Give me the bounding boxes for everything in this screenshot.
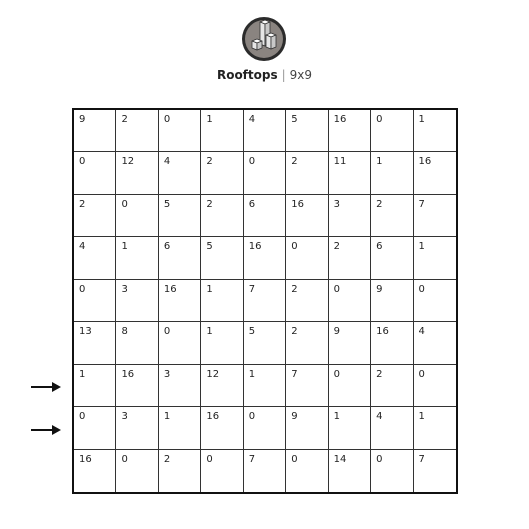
grid-cell[interactable] [201, 450, 243, 492]
cell-clue: 0 [121, 198, 128, 210]
grid-cell[interactable] [244, 110, 286, 152]
cell-clue: 3 [121, 283, 128, 295]
grid-cell[interactable] [414, 152, 456, 194]
rooftops-logo-icon [241, 16, 287, 62]
grid-cell[interactable] [286, 322, 328, 364]
cell-clue: 0 [79, 283, 86, 295]
cell-clue: 1 [206, 114, 213, 125]
cell-clue: 4 [376, 411, 383, 423]
cell-clue: 1 [79, 368, 86, 380]
puzzle-title [0, 66, 529, 84]
cell-clue: 0 [376, 453, 383, 465]
cell-clue: 9 [79, 114, 86, 125]
grid-cell[interactable] [371, 450, 413, 492]
cell-clue: 5 [206, 241, 213, 253]
cell-clue: 0 [418, 368, 425, 380]
grid-cell[interactable] [286, 152, 328, 194]
grid-cell[interactable] [286, 110, 328, 152]
cell-clue: 1 [418, 241, 425, 253]
grid-cell[interactable] [201, 195, 243, 237]
cell-clue: 1 [333, 411, 341, 423]
grid-cell[interactable] [414, 407, 456, 449]
grid-cell[interactable] [286, 450, 328, 492]
grid-cell[interactable] [286, 237, 328, 279]
cell-clue: 1 [121, 241, 128, 253]
cell-clue: 0 [418, 283, 425, 295]
grid-cell[interactable] [329, 152, 371, 194]
grid-cell[interactable] [116, 322, 158, 364]
cell-clue: 16 [291, 198, 304, 210]
cell-clue: 2 [206, 156, 213, 168]
cell-clue: 4 [248, 114, 256, 125]
grid-cell[interactable] [244, 450, 286, 492]
cell-clue: 5 [291, 114, 298, 125]
cell-clue: 2 [376, 198, 383, 210]
cell-clue: 0 [163, 326, 171, 338]
grid-cell[interactable] [286, 195, 328, 237]
grid-cell[interactable] [201, 407, 243, 449]
grid-cell[interactable] [201, 322, 243, 364]
grid-cell[interactable] [414, 322, 456, 364]
grid-cell[interactable] [116, 407, 158, 449]
grid-cell[interactable] [116, 365, 158, 407]
cell-clue: 2 [163, 453, 171, 465]
cell-clue: 3 [333, 198, 341, 210]
grid-cell[interactable] [414, 365, 456, 407]
cell-clue: 2 [79, 198, 86, 210]
cell-clue: 0 [79, 156, 86, 168]
cell-clue: 1 [376, 156, 383, 168]
cell-clue: 6 [376, 241, 383, 253]
cell-clue: 6 [248, 198, 256, 210]
cell-clue: 2 [376, 368, 383, 380]
grid-cell[interactable] [116, 110, 158, 152]
cell-clue: 1 [163, 411, 171, 423]
grid-cell[interactable] [74, 322, 116, 364]
cell-clue: 16 [248, 241, 262, 253]
grid-cell[interactable] [371, 195, 413, 237]
cell-clue: 6 [163, 241, 171, 253]
grid-cell[interactable] [329, 110, 371, 152]
grid-cell[interactable] [371, 407, 413, 449]
grid-cell[interactable] [74, 195, 116, 237]
grid-cell[interactable] [74, 237, 116, 279]
cell-clue: 13 [79, 326, 92, 338]
cell-clue: 5 [163, 198, 171, 210]
grid-cell[interactable] [201, 365, 243, 407]
grid-cell[interactable] [329, 450, 371, 492]
grid-cell[interactable] [244, 280, 286, 322]
cell-clue: 5 [248, 326, 256, 338]
cell-clue: 2 [291, 156, 298, 168]
cell-clue: 0 [376, 114, 383, 125]
cell-clue: 0 [291, 453, 298, 465]
cell-clue: 16 [418, 156, 432, 168]
cell-clue: 16 [333, 114, 347, 125]
grid-cell[interactable] [414, 450, 456, 492]
cell-clue: 3 [163, 368, 171, 380]
cell-clue: 2 [121, 114, 128, 125]
grid-cell[interactable] [414, 280, 456, 322]
puzzle-grid [72, 108, 458, 494]
grid-cell[interactable] [414, 195, 456, 237]
grid-cell[interactable] [244, 322, 286, 364]
cell-clue: 12 [206, 368, 220, 380]
grid-cell[interactable] [159, 195, 201, 237]
grid-cell[interactable] [116, 450, 158, 492]
grid-cell[interactable] [244, 365, 286, 407]
cell-clue: 9 [376, 283, 383, 295]
cell-clue: 16 [376, 326, 389, 338]
cell-clue: 7 [418, 198, 425, 210]
grid-cell[interactable] [201, 152, 243, 194]
cell-clue: 7 [248, 283, 256, 295]
grid-cell[interactable] [244, 195, 286, 237]
cell-clue: 2 [206, 198, 213, 210]
grid-cell[interactable] [159, 152, 201, 194]
grid-cell[interactable] [201, 110, 243, 152]
cell-clue: 7 [418, 453, 425, 465]
cell-clue: 4 [418, 326, 425, 338]
grid-cell[interactable] [201, 280, 243, 322]
grid-cell[interactable] [286, 407, 328, 449]
cell-clue: 0 [291, 241, 298, 253]
cell-clue: 1 [248, 368, 256, 380]
grid-cell[interactable] [159, 407, 201, 449]
cell-clue: 0 [333, 368, 341, 380]
grid-cell[interactable] [414, 237, 456, 279]
grid-cell[interactable] [244, 237, 286, 279]
grid-cell[interactable] [329, 365, 371, 407]
grid-cell[interactable] [371, 152, 413, 194]
grid-cell[interactable] [286, 365, 328, 407]
grid-cell[interactable] [371, 110, 413, 152]
cell-clue: 7 [291, 368, 298, 380]
cell-clue: 0 [333, 283, 341, 295]
cell-clue: 0 [248, 411, 256, 423]
grid-cell[interactable] [159, 280, 201, 322]
cell-clue: 1 [418, 114, 425, 125]
cell-clue: 16 [206, 411, 220, 423]
cell-clue: 2 [291, 283, 298, 295]
cell-clue: 11 [333, 156, 347, 168]
grid-cell[interactable] [116, 152, 158, 194]
cell-clue: 4 [163, 156, 171, 168]
grid-cell[interactable] [244, 152, 286, 194]
cell-clue: 16 [79, 453, 92, 465]
grid-cell[interactable] [286, 280, 328, 322]
grid-cell[interactable] [159, 365, 201, 407]
cell-clue: 9 [291, 411, 298, 423]
row-marker-arrow-icon [31, 381, 61, 393]
grid-cell[interactable] [329, 280, 371, 322]
cell-clue: 7 [248, 453, 256, 465]
grid-cell[interactable] [201, 237, 243, 279]
cell-clue: 4 [79, 241, 86, 253]
cell-clue: 9 [333, 326, 341, 338]
grid-cell[interactable] [159, 110, 201, 152]
row-marker-arrow-icon [31, 424, 61, 436]
grid-cell[interactable] [329, 195, 371, 237]
cell-clue: 16 [163, 283, 177, 295]
cell-clue: 0 [163, 114, 171, 125]
cell-clue: 2 [333, 241, 341, 253]
grid-cell[interactable] [159, 450, 201, 492]
grid-cell[interactable] [371, 365, 413, 407]
grid-cell[interactable] [74, 152, 116, 194]
cell-clue: 12 [121, 156, 135, 168]
grid-cell[interactable] [371, 237, 413, 279]
grid-cell[interactable] [116, 195, 158, 237]
cell-clue: 1 [206, 326, 213, 338]
grid-cell[interactable] [159, 237, 201, 279]
grid-cell[interactable] [74, 407, 116, 449]
grid-cell[interactable] [116, 237, 158, 279]
grid-cell[interactable] [74, 110, 116, 152]
cell-clue: 16 [121, 368, 135, 380]
grid-cell[interactable] [414, 110, 456, 152]
cell-clue: 8 [121, 326, 128, 338]
title-separator: | [281, 68, 286, 82]
grid-cell[interactable] [244, 407, 286, 449]
grid-cell[interactable] [371, 280, 413, 322]
grid-cell[interactable] [74, 280, 116, 322]
grid-cell[interactable] [159, 322, 201, 364]
grid-cell[interactable] [116, 280, 158, 322]
cell-clue: 0 [79, 411, 86, 423]
grid-cell[interactable] [329, 237, 371, 279]
grid-cell[interactable] [329, 322, 371, 364]
cell-clue: 0 [248, 156, 256, 168]
puzzle-size: 9x9 [289, 68, 313, 82]
grid-cell[interactable] [371, 322, 413, 364]
grid-cell[interactable] [74, 450, 116, 492]
cell-clue: 0 [121, 453, 128, 465]
cell-clue: 1 [418, 411, 425, 423]
grid-cell[interactable] [329, 407, 371, 449]
grid-cell[interactable] [74, 365, 116, 407]
cell-clue: 3 [121, 411, 128, 423]
cell-clue: 14 [333, 453, 347, 465]
cell-clue: 2 [291, 326, 298, 338]
puzzle-name: Rooftops [216, 68, 278, 82]
cell-clue: 0 [206, 453, 213, 465]
cell-clue: 1 [206, 283, 213, 295]
